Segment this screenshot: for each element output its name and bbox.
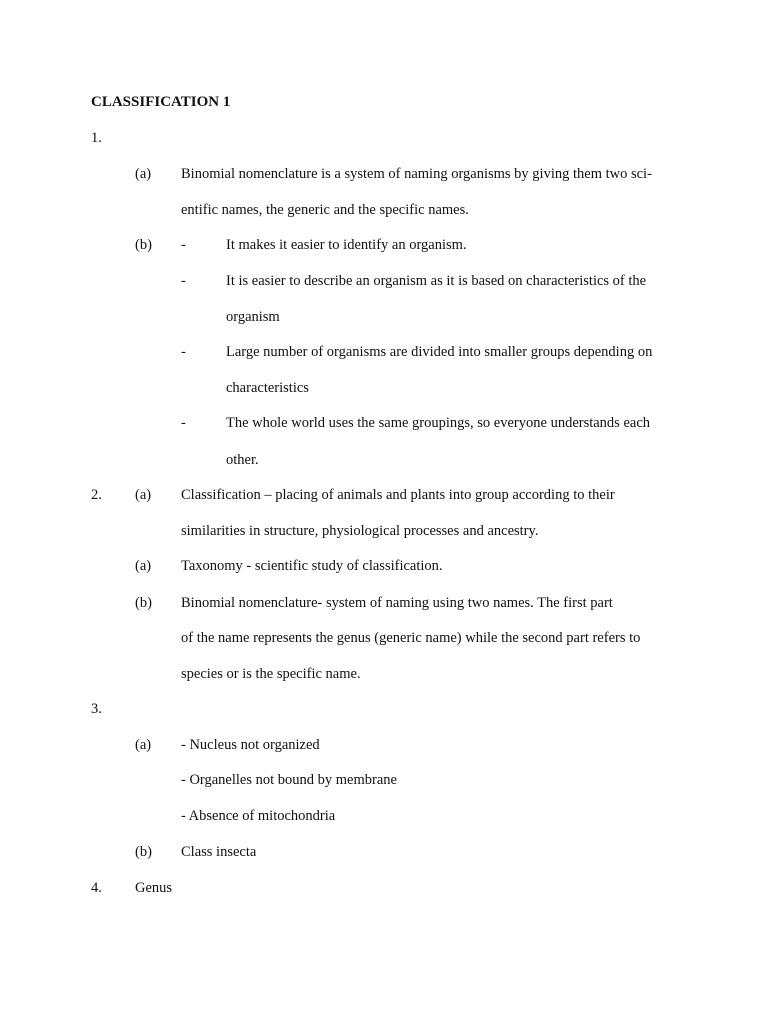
question-3b-label: (b) [135, 844, 152, 860]
bullet-dash: - [181, 415, 186, 431]
question-4-text: Genus [135, 880, 173, 896]
bullet-dash: - [181, 344, 186, 360]
question-3a-point-3: - Absence of mitochondria [181, 808, 336, 824]
question-3a-point-2: - Organelles not bound by membrane [181, 772, 397, 788]
question-1b-label: (b) [135, 237, 152, 253]
question-1b-point-3-line-2: characteristics [226, 380, 309, 396]
question-2b-line-3: species or is the specific name. [181, 666, 361, 682]
question-1a-line-1: Binomial nomenclature is a system of naming organisms by giving them two sci- [181, 166, 652, 182]
question-2-number: 2. [91, 487, 102, 503]
question-2a-second-label: (a) [135, 558, 152, 574]
question-2b-line-1: Binomial nomenclature- system of naming using two names. The first part [181, 595, 613, 611]
question-1a-line-2: entific names, the generic and the specific names. [181, 202, 469, 218]
question-3b-text: Class insecta [181, 844, 257, 860]
question-1a-label: (a) [135, 166, 152, 182]
question-2a-label: (a) [135, 487, 152, 503]
question-1b-point-4-line-1: The whole world uses the same groupings, so everyone understands each [226, 415, 651, 431]
question-1b-point-4-line-2: other. [226, 452, 259, 468]
question-1b-point-2-line-1: It is easier to describe an organism as it is based on characteristics of the [226, 273, 647, 289]
page-title: CLASSIFICATION 1 [91, 94, 231, 110]
question-2a-second-text: Taxonomy - scientific study of classification. [181, 558, 443, 574]
question-2b-label: (b) [135, 595, 152, 611]
question-3a-point-1: - Nucleus not organized [181, 737, 320, 753]
question-2a-line-2: similarities in structure, physiological processes and ancestry. [181, 523, 539, 539]
question-1b-point-3-line-1: Large number of organisms are divided into smaller groups depending on [226, 344, 653, 360]
question-3-number: 3. [91, 701, 102, 717]
question-3a-label: (a) [135, 737, 152, 753]
bullet-dash: - [181, 273, 186, 289]
question-4-number: 4. [91, 880, 102, 896]
question-1b-point-2-line-2: organism [226, 309, 280, 325]
question-2b-line-2: of the name represents the genus (generic name) while the second part refers to [181, 630, 641, 646]
question-1-number: 1. [91, 130, 102, 146]
question-2a-line-1: Classification – placing of animals and plants into group according to their [181, 487, 615, 503]
bullet-dash: - [181, 237, 186, 253]
question-1b-point-1: It makes it easier to identify an organism. [226, 237, 467, 253]
